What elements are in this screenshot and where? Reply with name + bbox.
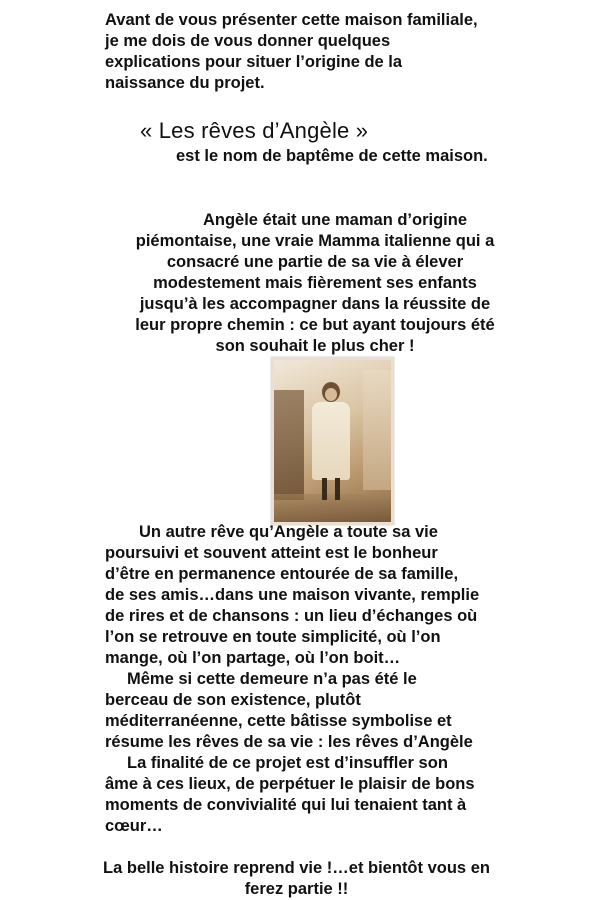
document-title: « Les rêves d’Angèle » xyxy=(140,118,369,143)
paragraph-line: modestement mais fièrement ses enfants xyxy=(153,274,477,292)
paragraph-line: Même si cette demeure n’a pas été le xyxy=(127,670,417,688)
intro-paragraph xyxy=(105,10,575,94)
paragraph-angele-origin xyxy=(100,210,530,357)
intro-line: naissance du projet. xyxy=(105,74,265,92)
paragraph-line: de ses amis…dans une maison vivante, remplie xyxy=(105,586,480,604)
paragraph-line: résume les rêves de sa vie : les rêves d’Angèle xyxy=(105,733,473,751)
closing-line: La belle histoire reprend vie !…et bientôt vous en xyxy=(103,859,490,877)
intro-line: Avant de vous présenter cette maison familiale, xyxy=(105,11,478,29)
paragraph-line: âme à ces lieux, de perpétuer le plaisir de bons xyxy=(105,775,475,793)
closing-line: ferez partie !! xyxy=(244,880,349,898)
paragraph-line: poursuivi et souvent atteint est le bonheur xyxy=(105,544,438,562)
vintage-photo-icon xyxy=(271,357,394,525)
paragraph-line: consacré une partie de sa vie à élever xyxy=(166,253,464,271)
paragraph-line: Un autre rêve qu’Angèle a toute sa vie xyxy=(139,523,438,541)
paragraph-line: mange, où l’on partage, où l’on boit… xyxy=(105,649,401,667)
paragraph-line: cœur… xyxy=(105,817,163,835)
paragraph-line: Angèle était une maman d’origine xyxy=(202,211,468,229)
paragraph-line: jusqu’à les accompagner dans la réussite de xyxy=(139,295,491,313)
paragraph-line: La finalité de ce projet est d’insuffler son xyxy=(127,754,448,772)
paragraph-line: piémontaise, une vraie Mamma italienne qui a xyxy=(135,232,495,250)
paragraph-line: d’être en permanence entourée de sa famille, xyxy=(105,565,459,583)
paragraph-line: de rires et de chansons : un lieu d’échanges où xyxy=(105,607,478,625)
paragraph-line: moments de convivialité qui lui tenaient tant à xyxy=(105,796,467,814)
intro-line: je me dois de vous donner quelques xyxy=(105,32,391,50)
intro-line: explications pour situer l’origine de la xyxy=(105,53,403,71)
paragraph-line: berceau de son existence, plutôt xyxy=(105,691,361,709)
paragraph-line: méditerranéenne, cette bâtisse symbolise et xyxy=(105,712,452,730)
paragraph-line: l’on se retrouve en toute simplicité, où l’on xyxy=(105,628,441,646)
paragraph-line: leur propre chemin : ce but ayant toujours été xyxy=(135,316,495,334)
closing-statement xyxy=(70,858,523,900)
paragraph-dream xyxy=(105,522,525,837)
paragraph-line: son souhait le plus cher ! xyxy=(215,337,415,355)
document-subtitle: est le nom de baptême de cette maison. xyxy=(176,147,488,165)
